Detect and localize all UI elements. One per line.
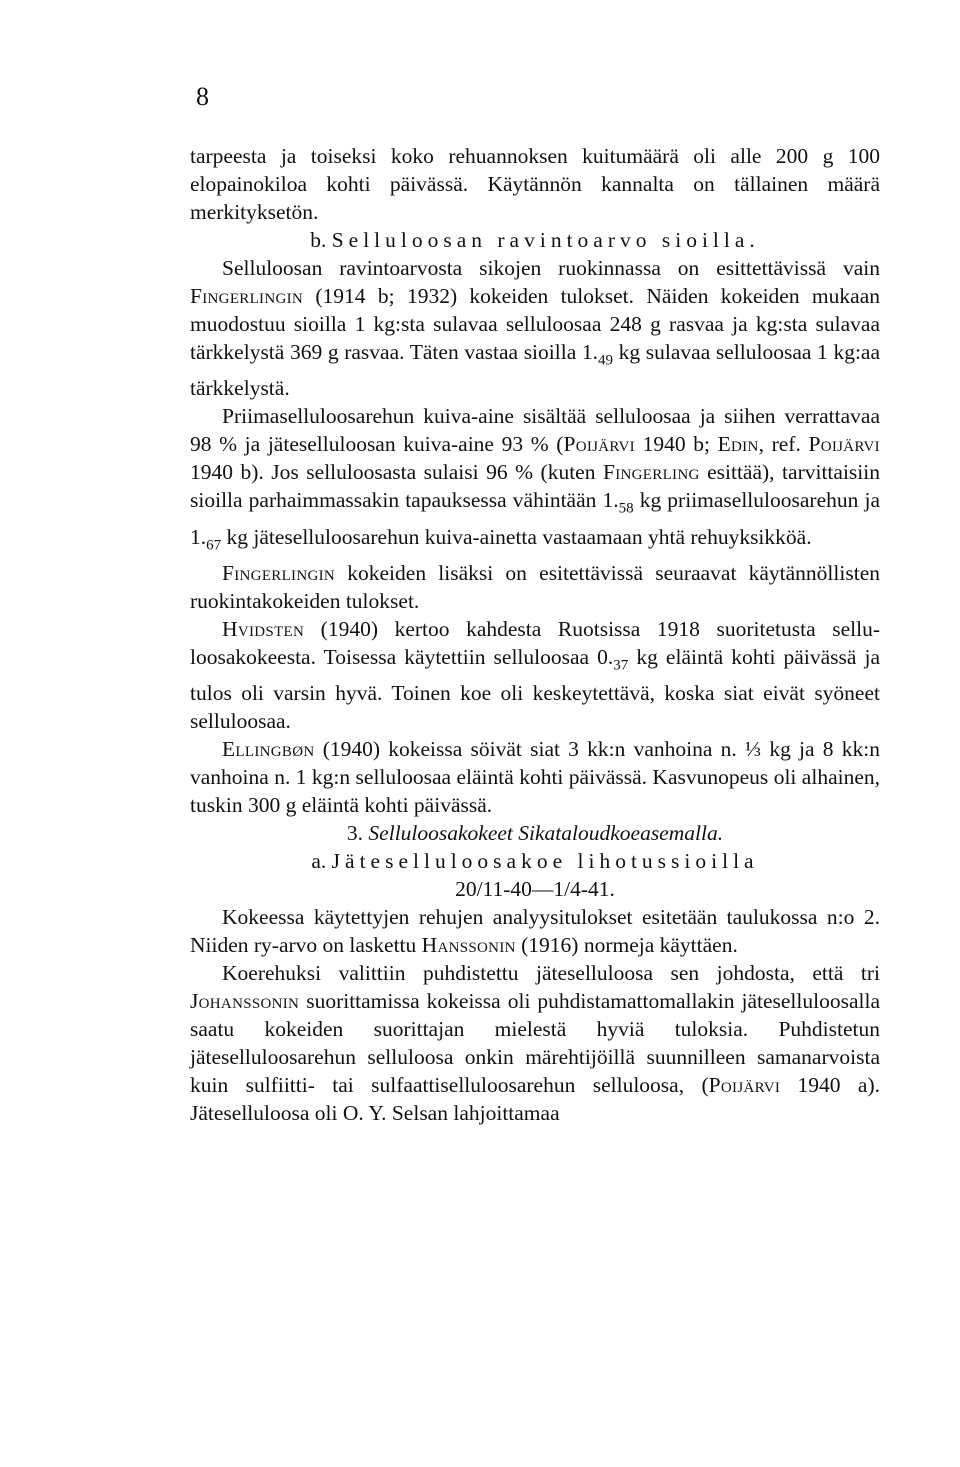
section-heading-3 [190, 819, 880, 847]
subsection-title: Jäteselluloosakoe lihotussioilla [331, 849, 759, 874]
paragraph-continuation: tarpeesta ja toiseksi koko rehuannoksen kuitumäärä oli alle 200 g 100 elopainokiloa kohti päivässä. Käytännön kannalta on tällainen määrä merkityksetön. [190, 144, 880, 224]
subsection-dates: 20/11-40—1/4-41. [455, 877, 615, 902]
page-content [190, 142, 880, 1127]
subsection-prefix: b. [310, 228, 327, 252]
author-name: Poijärvi [708, 1073, 781, 1098]
author-name: Johanssonin [190, 989, 300, 1014]
author-name: Ellingbøn [222, 737, 315, 762]
author-name: Edin [717, 432, 759, 457]
section-title: Selluloosakokeet Sikataloudkoeasemalla. [368, 821, 724, 846]
section-number: 3. [346, 821, 364, 846]
paragraph-ellingbo: Ellingbøn (1940) kokeissa söivät siat 3 kk:n vanhoina n. ⅓ kg ja 8 kk:n vanhoina n. 1 kg:n selluloosaa eläintä kohti päivässä. Kasvunopeus oli alhainen, tuskin 300 g eläintä kohti päivässä. [190, 737, 880, 818]
author-name: Fingerling [602, 460, 700, 485]
author-name: Fingerlingin [190, 284, 304, 308]
page-number: 8 [196, 82, 209, 111]
subsection-heading-b [190, 226, 880, 254]
author-name: Hanssonin [421, 933, 516, 958]
author-name: Fingerlingin [222, 560, 336, 585]
paragraph-koerehuksi: Koerehuksi valittiin puhdistettu jäteselluloosa sen johdosta, että tri Johanssonin suorittamissa kokeissa oli puhdistamattomallakin jäteselluloosalla saatu kokeiden suorittajan mielestä hyviä tuloksia. Puhdistetun jäteselluloosarehun selluloosa onkin märehtijöillä suunnilleen samanarvoista kuin sulfiitti- tai sulfaattiselluloosarehun selluloosa, (Poijärvi 1940 a). Jäteselluloosa oli O. Y. Selsan lahjoittamaa [190, 961, 881, 1126]
paragraph-priimaselluloosarehu: Priimaselluloosarehun kuiva-aine sisältää selluloosaa ja siihen verrattavaa 98 % ja jäteselluloosan kuiva-aine 93 % (Poijärvi 1940 b; Edin, ref. Poijärvi 1940 b). Jos selluloosasta sulaisi 96 % (kuten Fingerling esittää), tarvittaisiin sioilla parhaimmassakin tapauksessa vähintään $1._{58}$ kg priimaselluloosarehun ja $1._{67}$ kg jäteselluloosarehun kuiva-ainetta vastaamaan yhtä rehuyksikköä. [190, 404, 880, 553]
paragraph-hvidsten: Hvidsten (1940) kertoo kahdesta Ruotsissa 1918 suoritetusta selluloosakokeesta. Toisessa käytettiin selluloosaa $0._{37}$ kg eläintä kohti päivässä ja tulos oli varsin hyvä. Toinen koe oli keskeytettävä, koska siat eivät syöneet selluloosaa. [190, 616, 880, 734]
author-name: Hvidsten [222, 616, 305, 641]
subsection-heading-a [190, 847, 880, 875]
author-name: Poijärvi [563, 432, 635, 457]
paragraph-kokeessa: Kokeessa käytettyjen rehujen analyysitulokset esitetään taulukossa n:o 2. Niiden ry-arvo on laskettu Hanssonin (1916) normeja käyttäen. [190, 905, 880, 958]
paragraph-selluloosan-ravintoarvo: Selluloosan ravintoarvosta sikojen ruokinnassa on esittettävissä vain Fingerlingin (1914 b; 1932) kokeiden tulokset. Näiden kokeiden mukaan muodostuu sioilla 1 kg:sta sulavaa selluloosaa 248 g rasvaa ja kg:sta sulavaa tärkkelystä 369 g rasvaa. Täten vastaa sioilla $1._{49}$ kg sulavaa selluloosaa 1 kg:aa tärkkelystä. [190, 256, 881, 401]
author-name: Poijärvi [808, 432, 880, 457]
subsection-prefix: a. [311, 849, 327, 874]
paragraph-fingerling: Fingerlingin kokeiden lisäksi on esitettävissä seuraavat käytännöllisten ruokintakokeiden tulokset. [190, 560, 880, 613]
subsection-title: Selluloosan ravintoarvo sioilla. [331, 228, 760, 252]
